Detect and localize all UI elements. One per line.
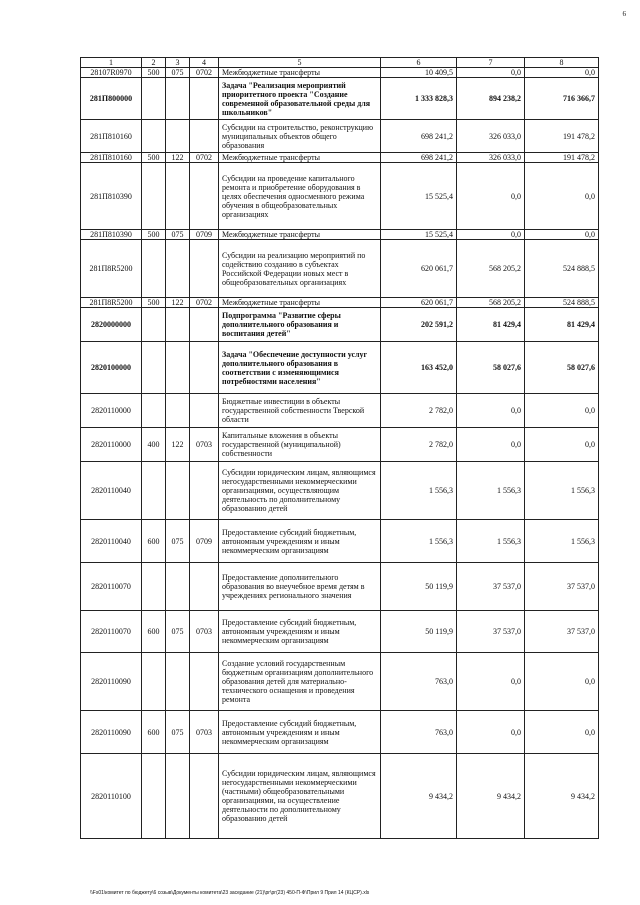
row-vr xyxy=(142,120,166,153)
row-section xyxy=(190,653,219,711)
row-description: Капитальные вложения в объекты государственной (муниципальной) собственности xyxy=(219,428,381,462)
row-section xyxy=(190,240,219,298)
row-admin: 075 xyxy=(166,611,190,653)
row-amount-3: 0,0 xyxy=(525,711,599,754)
row-amount-2: 0,0 xyxy=(457,68,525,78)
row-amount-3: 524 888,5 xyxy=(525,240,599,298)
header-row xyxy=(81,58,599,68)
row-amount-1: 2 782,0 xyxy=(381,428,457,462)
row-vr: 500 xyxy=(142,298,166,308)
table-row xyxy=(81,153,599,163)
row-section xyxy=(190,120,219,153)
row-admin: 122 xyxy=(166,298,190,308)
row-vr: 600 xyxy=(142,611,166,653)
header-col-8: 8 xyxy=(525,58,599,68)
row-amount-1: 1 333 828,3 xyxy=(381,78,457,120)
row-amount-2: 1 556,3 xyxy=(457,462,525,520)
row-admin xyxy=(166,120,190,153)
row-description: Бюджетные инвестиции в объекты государственной собственности Тверской области xyxy=(219,394,381,428)
row-admin xyxy=(166,563,190,611)
row-code: 281П810390 xyxy=(81,163,142,230)
row-vr: 500 xyxy=(142,153,166,163)
row-amount-1: 50 119,9 xyxy=(381,563,457,611)
row-amount-3: 191 478,2 xyxy=(525,120,599,153)
row-section xyxy=(190,394,219,428)
row-amount-1: 202 591,2 xyxy=(381,308,457,342)
row-admin: 075 xyxy=(166,520,190,563)
row-amount-1: 2 782,0 xyxy=(381,394,457,428)
row-amount-1: 50 119,9 xyxy=(381,611,457,653)
row-code: 28107R0970 xyxy=(81,68,142,78)
row-amount-2: 0,0 xyxy=(457,711,525,754)
row-amount-2: 0,0 xyxy=(457,428,525,462)
row-section: 0703 xyxy=(190,611,219,653)
row-description: Предоставление дополнительного образования во внеучебное время детям в учреждениях регионального значения xyxy=(219,563,381,611)
row-description: Субсидии юридическим лицам, являющимся негосударственными некоммерческими (частными) общеобразовательными организациями, на осуществление деятельности по дополнительному образованию детей xyxy=(219,754,381,839)
table-row xyxy=(81,711,599,754)
row-description: Предоставление субсидий бюджетным, автономным учреждениям и иным некоммерческим организациям xyxy=(219,611,381,653)
row-amount-3: 0,0 xyxy=(525,428,599,462)
row-amount-2: 0,0 xyxy=(457,394,525,428)
header-col-6: 6 xyxy=(381,58,457,68)
row-code: 2820110100 xyxy=(81,754,142,839)
row-vr xyxy=(142,78,166,120)
row-description: Задача "Обеспечение доступности услуг дополнительного образования в соответствии с изменяющимися потребностями населения" xyxy=(219,342,381,394)
row-code: 2820110000 xyxy=(81,394,142,428)
row-admin: 122 xyxy=(166,428,190,462)
row-description: Межбюджетные трансферты xyxy=(219,68,381,78)
row-admin: 122 xyxy=(166,153,190,163)
row-code: 2820110000 xyxy=(81,428,142,462)
row-admin xyxy=(166,394,190,428)
row-admin: 075 xyxy=(166,68,190,78)
row-section: 0703 xyxy=(190,428,219,462)
row-vr xyxy=(142,563,166,611)
row-admin xyxy=(166,163,190,230)
row-vr xyxy=(142,308,166,342)
row-vr xyxy=(142,342,166,394)
row-code: 2820110040 xyxy=(81,520,142,563)
row-section: 0709 xyxy=(190,520,219,563)
row-amount-1: 763,0 xyxy=(381,711,457,754)
row-amount-3: 1 556,3 xyxy=(525,462,599,520)
row-amount-3: 0,0 xyxy=(525,394,599,428)
row-vr xyxy=(142,653,166,711)
row-amount-3: 9 434,2 xyxy=(525,754,599,839)
row-vr xyxy=(142,240,166,298)
row-amount-2: 37 537,0 xyxy=(457,563,525,611)
row-amount-1: 163 452,0 xyxy=(381,342,457,394)
row-amount-3: 58 027,6 xyxy=(525,342,599,394)
row-amount-1: 763,0 xyxy=(381,653,457,711)
row-amount-2: 9 434,2 xyxy=(457,754,525,839)
table-row xyxy=(81,68,599,78)
row-description: Предоставление субсидий бюджетным, автономным учреждениям и иным некоммерческим организациям xyxy=(219,711,381,754)
row-amount-1: 1 556,3 xyxy=(381,520,457,563)
table-row xyxy=(81,230,599,240)
row-code: 281П8R5200 xyxy=(81,240,142,298)
row-vr xyxy=(142,754,166,839)
row-description: Предоставление субсидий бюджетным, автономным учреждениям и иным некоммерческим организациям xyxy=(219,520,381,563)
row-description: Межбюджетные трансферты xyxy=(219,298,381,308)
table-row xyxy=(81,653,599,711)
row-amount-1: 698 241,2 xyxy=(381,153,457,163)
row-section xyxy=(190,754,219,839)
row-amount-2: 0,0 xyxy=(457,230,525,240)
row-section: 0702 xyxy=(190,153,219,163)
row-amount-2: 81 429,4 xyxy=(457,308,525,342)
row-amount-2: 326 033,0 xyxy=(457,120,525,153)
row-code: 2820110090 xyxy=(81,653,142,711)
row-admin xyxy=(166,240,190,298)
row-amount-2: 37 537,0 xyxy=(457,611,525,653)
row-description: Субсидии на проведение капитального ремонта и приобретение оборудования в целях обеспечения односменного режима обучения в общеобразовательных организациях xyxy=(219,163,381,230)
row-code: 281П810390 xyxy=(81,230,142,240)
table-row xyxy=(81,240,599,298)
row-code: 2820000000 xyxy=(81,308,142,342)
table-row xyxy=(81,462,599,520)
row-amount-2: 58 027,6 xyxy=(457,342,525,394)
header-col-7: 7 xyxy=(457,58,525,68)
row-section xyxy=(190,462,219,520)
row-vr: 500 xyxy=(142,68,166,78)
row-code: 281П810160 xyxy=(81,120,142,153)
row-description: Субсидии на строительство, реконструкцию муниципальных объектов общего образования xyxy=(219,120,381,153)
row-amount-3: 81 429,4 xyxy=(525,308,599,342)
row-admin: 075 xyxy=(166,711,190,754)
row-amount-1: 10 409,5 xyxy=(381,68,457,78)
row-admin: 075 xyxy=(166,230,190,240)
row-admin xyxy=(166,653,190,711)
table-row xyxy=(81,611,599,653)
row-amount-1: 9 434,2 xyxy=(381,754,457,839)
row-section xyxy=(190,78,219,120)
row-vr xyxy=(142,462,166,520)
table-row xyxy=(81,342,599,394)
file-path-footer: \\Fs01\комитет по бюджету\6 созыв\Документы комитета\23 заседание (21)\рг\рг(23) 450-П-Ф\Прил 9 Прил 14 (КЦСР).xls xyxy=(90,890,370,896)
row-amount-3: 0,0 xyxy=(525,163,599,230)
row-amount-1: 15 525,4 xyxy=(381,230,457,240)
table-row xyxy=(81,78,599,120)
row-code: 281П800000 xyxy=(81,78,142,120)
row-amount-1: 620 061,7 xyxy=(381,240,457,298)
row-section xyxy=(190,563,219,611)
row-section xyxy=(190,342,219,394)
table-row xyxy=(81,563,599,611)
row-amount-3: 37 537,0 xyxy=(525,563,599,611)
page-number: 6 xyxy=(622,10,626,18)
table-row xyxy=(81,394,599,428)
row-amount-2: 568 205,2 xyxy=(457,298,525,308)
row-vr: 600 xyxy=(142,711,166,754)
row-code: 281П810160 xyxy=(81,153,142,163)
table-row xyxy=(81,308,599,342)
table-row xyxy=(81,120,599,153)
row-amount-1: 620 061,7 xyxy=(381,298,457,308)
table-row xyxy=(81,754,599,839)
row-amount-3: 0,0 xyxy=(525,230,599,240)
row-admin xyxy=(166,78,190,120)
row-code: 2820100000 xyxy=(81,342,142,394)
row-code: 281П8R5200 xyxy=(81,298,142,308)
header-col-2: 2 xyxy=(142,58,166,68)
row-amount-2: 1 556,3 xyxy=(457,520,525,563)
row-amount-3: 0,0 xyxy=(525,68,599,78)
row-section: 0709 xyxy=(190,230,219,240)
row-description: Межбюджетные трансферты xyxy=(219,230,381,240)
row-vr xyxy=(142,163,166,230)
table-row xyxy=(81,163,599,230)
row-code: 2820110090 xyxy=(81,711,142,754)
row-description: Подпрограмма "Развитие сферы дополнительного образования и воспитания детей" xyxy=(219,308,381,342)
row-amount-1: 698 241,2 xyxy=(381,120,457,153)
header-col-5: 5 xyxy=(219,58,381,68)
row-vr: 500 xyxy=(142,230,166,240)
row-amount-3: 716 366,7 xyxy=(525,78,599,120)
row-vr xyxy=(142,394,166,428)
row-amount-3: 1 556,3 xyxy=(525,520,599,563)
row-code: 2820110070 xyxy=(81,563,142,611)
row-description: Создание условий государственным бюджетным организациям дополнительного образования детей для материально-технического оснащения и проведения ремонта xyxy=(219,653,381,711)
table-row xyxy=(81,298,599,308)
row-description: Межбюджетные трансферты xyxy=(219,153,381,163)
row-amount-3: 191 478,2 xyxy=(525,153,599,163)
row-amount-1: 1 556,3 xyxy=(381,462,457,520)
row-section: 0703 xyxy=(190,711,219,754)
header-col-3: 3 xyxy=(166,58,190,68)
row-amount-2: 0,0 xyxy=(457,653,525,711)
row-amount-3: 37 537,0 xyxy=(525,611,599,653)
row-description: Задача "Реализация мероприятий приоритетного проекта "Создание современной образовательной среды для школьников" xyxy=(219,78,381,120)
row-amount-2: 326 033,0 xyxy=(457,153,525,163)
row-admin xyxy=(166,342,190,394)
row-section: 0702 xyxy=(190,298,219,308)
budget-table xyxy=(80,57,599,839)
row-amount-2: 568 205,2 xyxy=(457,240,525,298)
row-description: Субсидии юридическим лицам, являющимся негосударственными некоммерческими организациями, осуществляющим деятельность по дополнительному образованию детей xyxy=(219,462,381,520)
row-admin xyxy=(166,462,190,520)
row-section xyxy=(190,163,219,230)
table-row xyxy=(81,520,599,563)
row-amount-2: 894 238,2 xyxy=(457,78,525,120)
row-amount-1: 15 525,4 xyxy=(381,163,457,230)
row-admin xyxy=(166,754,190,839)
row-code: 2820110040 xyxy=(81,462,142,520)
header-col-1: 1 xyxy=(81,58,142,68)
header-col-4: 4 xyxy=(190,58,219,68)
row-code: 2820110070 xyxy=(81,611,142,653)
row-amount-2: 0,0 xyxy=(457,163,525,230)
row-amount-3: 524 888,5 xyxy=(525,298,599,308)
row-section xyxy=(190,308,219,342)
row-vr: 600 xyxy=(142,520,166,563)
row-section: 0702 xyxy=(190,68,219,78)
row-description: Субсидии на реализацию мероприятий по содействию созданию в субъектах Российской Федерации новых мест в общеобразовательных организациях xyxy=(219,240,381,298)
row-amount-3: 0,0 xyxy=(525,653,599,711)
table-row xyxy=(81,428,599,462)
row-admin xyxy=(166,308,190,342)
row-vr: 400 xyxy=(142,428,166,462)
